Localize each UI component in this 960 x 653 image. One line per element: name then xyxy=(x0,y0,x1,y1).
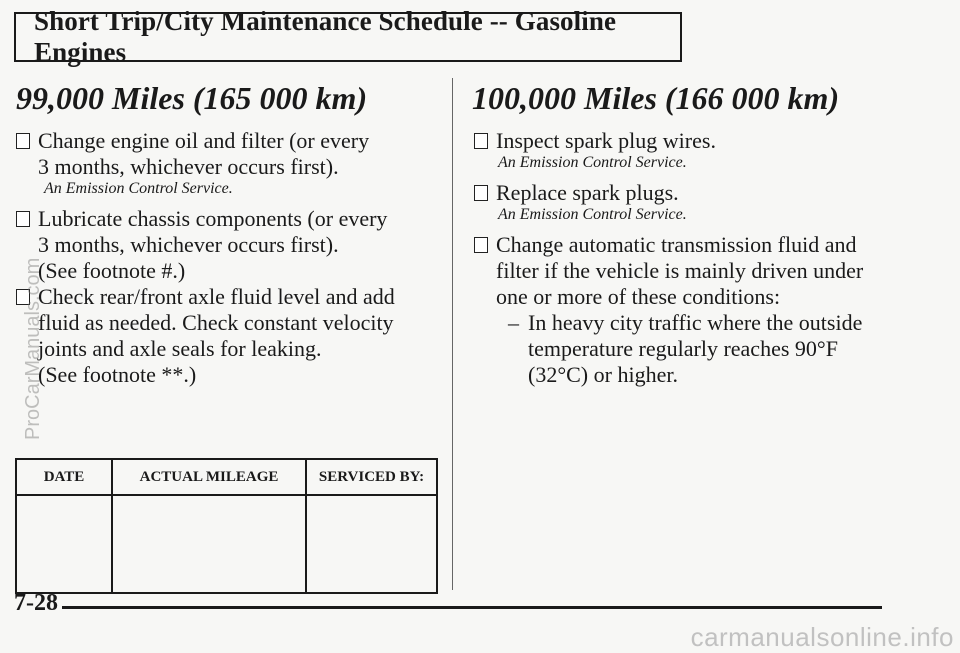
checklist-item-text: Change automatic transmission fluid and filter if the vehicle is mainly driven under one or more of these conditions: xyxy=(496,232,864,309)
checkbox-icon[interactable] xyxy=(474,133,488,149)
condition-subitem-text: In heavy city traffic where the outside temperature regularly reaches 90°F (32°C) or higher. xyxy=(528,310,863,387)
mileage-cell[interactable] xyxy=(112,495,306,593)
emission-note: An Emission Control Service. xyxy=(498,206,687,223)
checklist-item xyxy=(474,180,914,206)
page-header xyxy=(14,6,682,67)
checklist-item xyxy=(16,284,436,388)
date-column-header: DATE xyxy=(16,459,112,495)
emission-note: An Emission Control Service. xyxy=(498,154,687,171)
column-divider xyxy=(452,78,453,590)
checklist-item xyxy=(16,206,436,284)
table-header-row xyxy=(16,459,437,495)
checklist-item-text: Change engine oil and filter (or every 3 months, whichever occurs first). xyxy=(38,128,370,179)
checklist-item-text: Lubricate chassis components (or every 3 months, whichever occurs first). (See footnote #.) xyxy=(38,206,388,283)
serviced-by-cell[interactable] xyxy=(306,495,437,593)
checkbox-icon[interactable] xyxy=(16,211,30,227)
site-watermark: carmanualsonline.info xyxy=(690,622,954,652)
checkbox-icon[interactable] xyxy=(16,133,30,149)
checkbox-icon[interactable] xyxy=(474,237,488,253)
page-number: 7-28 xyxy=(14,590,58,616)
checklist-item-text: Inspect spark plug wires. xyxy=(496,128,716,153)
checkbox-icon[interactable] xyxy=(474,185,488,201)
service-log-table xyxy=(15,458,438,594)
emission-note: An Emission Control Service. xyxy=(44,180,233,197)
table-row xyxy=(16,495,437,593)
bottom-rule xyxy=(62,606,882,609)
condition-subitem xyxy=(508,310,908,388)
left-section-title: 99,000 Miles (165 000 km) xyxy=(16,80,368,116)
serviced-by-column-header: SERVICED BY: xyxy=(306,459,437,495)
checklist-item-text: Check rear/front axle fluid level and add fluid as needed. Check constant velocity joints and axle seals for leaking. (See footnote **.) xyxy=(38,284,395,387)
dash-bullet: – xyxy=(508,310,519,335)
side-watermark: ProCarManuals.com xyxy=(22,257,44,440)
checklist-item-text: Replace spark plugs. xyxy=(496,180,679,205)
checklist-item xyxy=(474,232,914,310)
checklist-item xyxy=(474,128,914,154)
right-section-title: 100,000 Miles (166 000 km) xyxy=(472,80,840,116)
page-header-title: Short Trip/City Maintenance Schedule -- Gasoline Engines xyxy=(34,6,617,67)
date-cell[interactable] xyxy=(16,495,112,593)
mileage-column-header: ACTUAL MILEAGE xyxy=(112,459,306,495)
checklist-item xyxy=(16,128,436,180)
